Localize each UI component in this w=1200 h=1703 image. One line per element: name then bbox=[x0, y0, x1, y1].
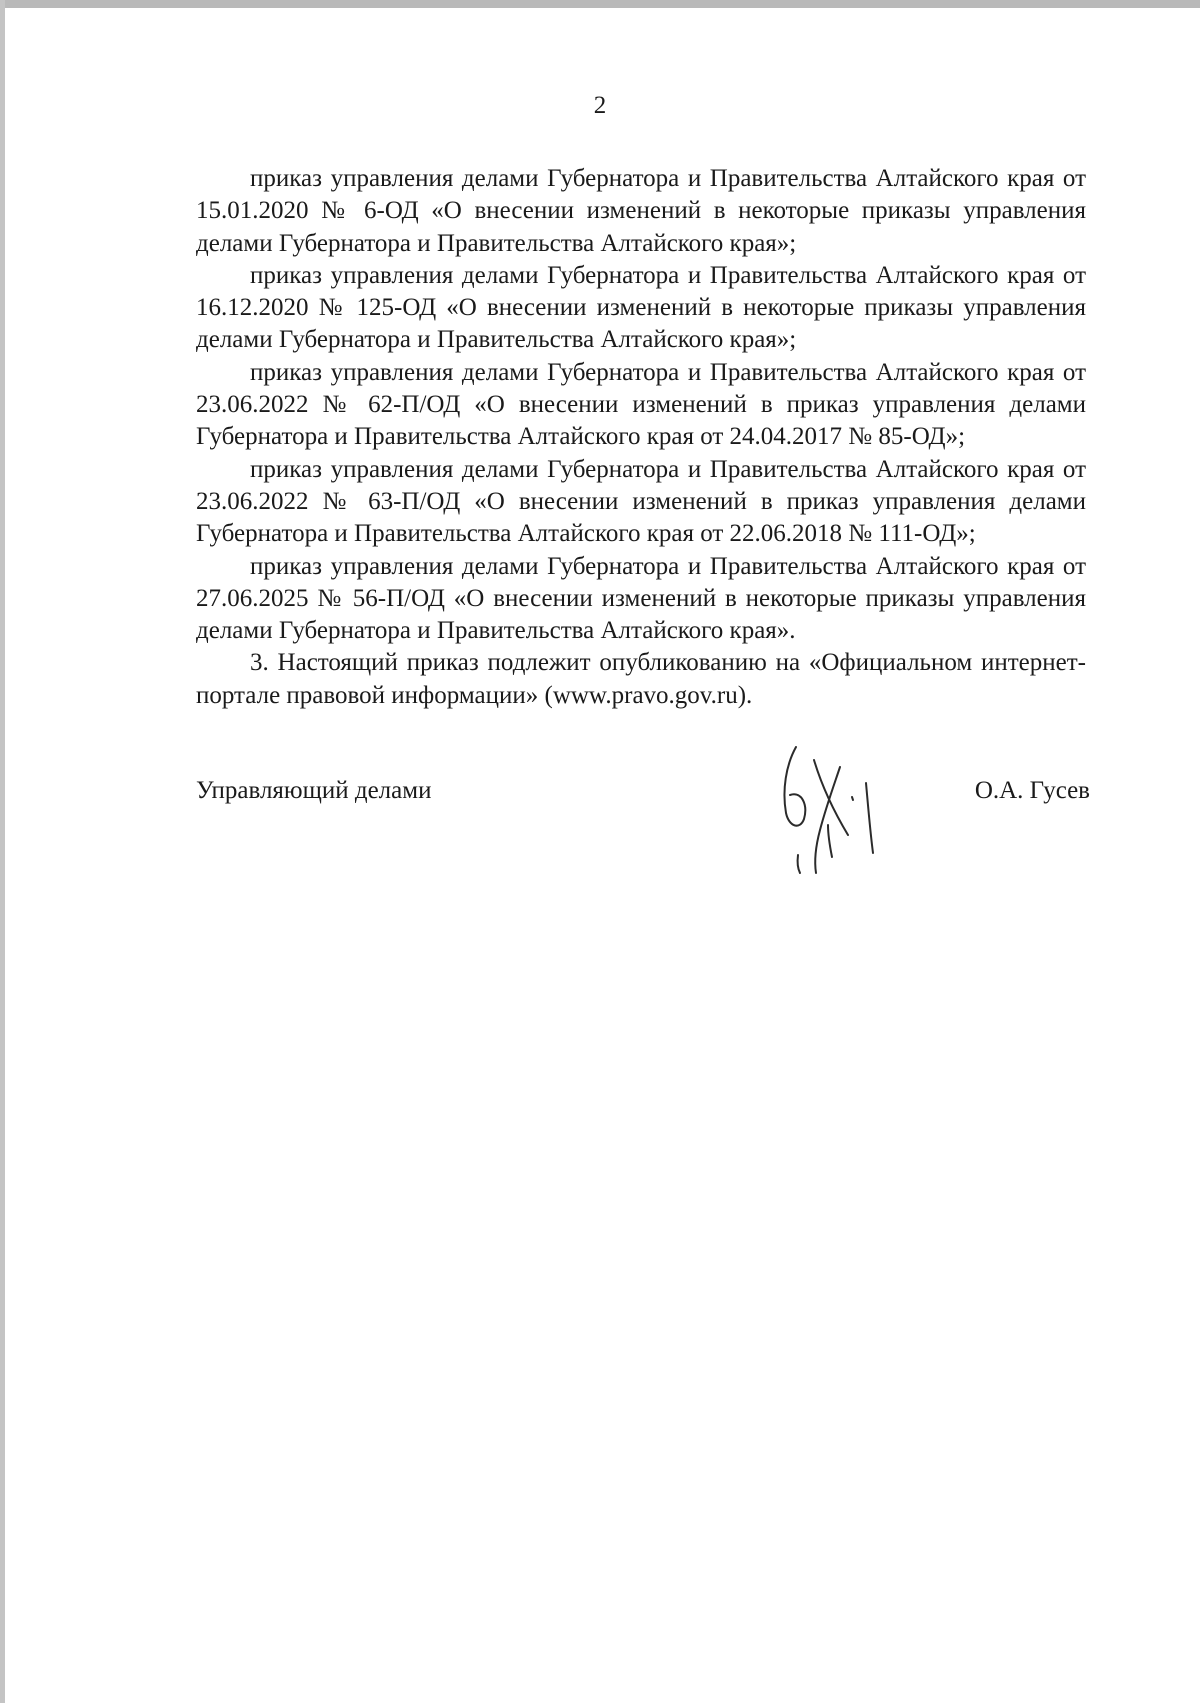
paragraph-order-125-od: приказ управления делами Губернатора и Правительства Алтайского края от 16.12.2020 № 125-ОД «О внесении изменений в некоторые приказы управления делами Губернатора и Правительства Алтайского края»; bbox=[196, 261, 1086, 354]
signatory-role: Управляющий делами bbox=[196, 777, 432, 804]
paragraph-order-56-p-od: приказ управления делами Губернатора и Правительства Алтайского края от 27.06.2025 № 56-П/ОД «О внесении изменений в некоторые приказы управления делами Губернатора и Правительства Алтайского края». bbox=[196, 552, 1086, 645]
paragraph-order-62-p-od: приказ управления делами Губернатора и Правительства Алтайского края от 23.06.2022 № 62-П/ОД «О внесении изменений в приказ управления делами Губернатора и Правительства Алтайского края от 24.04.2017 № 85-ОД»; bbox=[196, 358, 1086, 451]
paragraph-order-6-od: приказ управления делами Губернатора и Правительства Алтайского края от 15.01.2020 № 6-ОД «О внесении изменений в некоторые приказы управления делами Губернатора и Правительства Алтайского края»; bbox=[196, 165, 1086, 257]
signatory-name: О.А. Гусев bbox=[974, 777, 1090, 804]
signature-block bbox=[196, 775, 1090, 815]
handwritten-signature bbox=[770, 735, 890, 885]
page-number: 2 bbox=[593, 92, 607, 119]
paragraph-order-63-p-od: приказ управления делами Губернатора и Правительства Алтайского края от 23.06.2022 № 63-П/ОД «О внесении изменений в приказ управления делами Губернатора и Правительства Алтайского края от 22.06.2018 № 111-ОД»; bbox=[196, 455, 1086, 548]
document-body bbox=[196, 163, 1086, 712]
scan-border-top bbox=[0, 0, 1200, 8]
paragraph-publication-clause: 3. Настоящий приказ подлежит опубликованию на «Официальном интернет-портале правовой информации» (www.pravo.gov.ru). bbox=[196, 649, 1086, 709]
scan-border-left bbox=[0, 0, 5, 1703]
